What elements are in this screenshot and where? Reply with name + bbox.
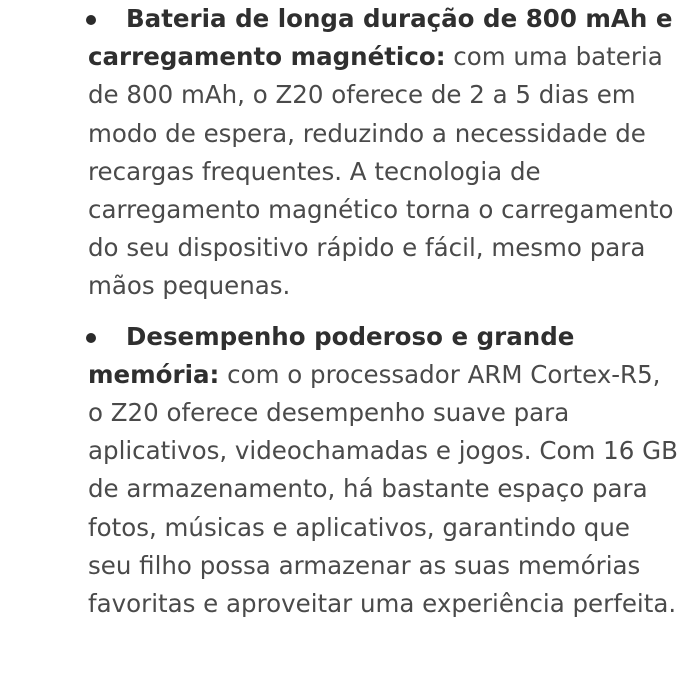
list-item	[88, 318, 678, 624]
bullet-icon	[86, 333, 96, 343]
list-item	[88, 0, 678, 306]
item-text: com o processador ARM Cortex-R5, o Z20 oferece desempenho suave para aplicativos, videochamadas e jogos. Com 16 GB de armazenamento, há bastante espaço para fotos, músicas e aplicativos, garantindo que seu filho possa armazenar as suas memórias favoritas e aproveitar uma experiência perfeita.	[88, 359, 678, 619]
feature-list	[88, 0, 678, 623]
item-heading: Bateria de longa duração de 800 mAh e carregamento magnético:	[88, 4, 673, 72]
item-text: com uma bateria de 800 mAh, o Z20 oferece de 2 a 5 dias em modo de espera, reduzindo a necessidade de recargas frequentes. A tecnologia de carregamento magnético torna o carregamento do seu dispositivo rápido e fácil, mesmo para mãos pequenas.	[88, 42, 674, 301]
bullet-icon	[86, 15, 96, 25]
item-heading: Desempenho poderoso e grande memória:	[88, 321, 575, 389]
